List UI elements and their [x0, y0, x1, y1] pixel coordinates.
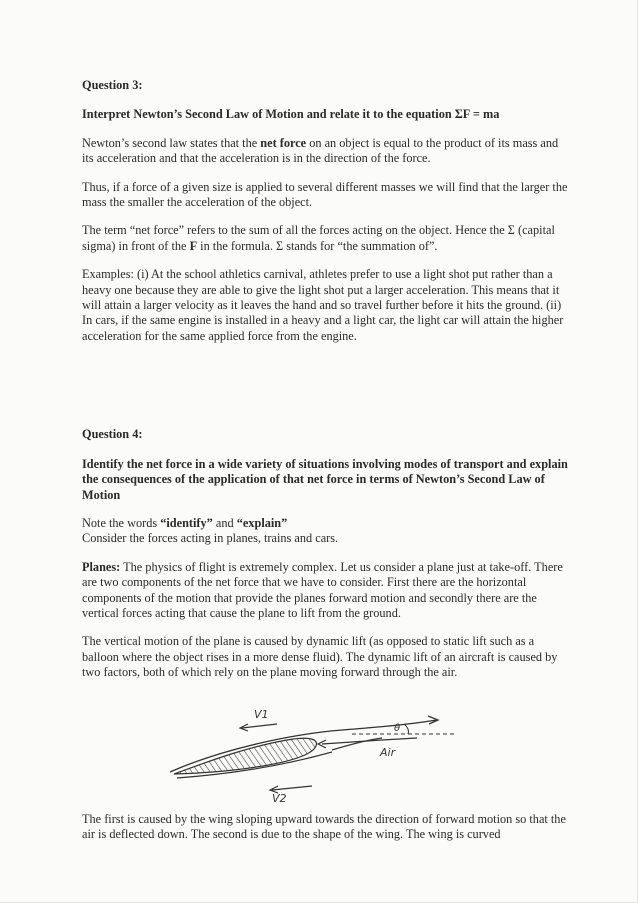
q3-p1-text: Newton’s second law states that the: [82, 135, 261, 150]
document-body: [82, 78, 570, 842]
q3-p3-text: The term “net force” refers to the sum of all the forces acting on the object. Hence the Σ (capital sigma) in front of the: [82, 223, 555, 253]
section-gap: [82, 357, 570, 427]
q4-note: [82, 516, 570, 547]
q3-paragraph-1: [82, 136, 570, 167]
q3-p3-bold: F: [189, 238, 198, 253]
q4-note-line-2: Consider the forces acting in planes, trains and cars.: [82, 531, 339, 546]
q3-p3-text-end: in the formula. Σ stands for “the summation of”.: [197, 238, 438, 253]
theta-label: θ: [394, 722, 401, 734]
question-3-heading: Interpret Newton’s Second Law of Motion and relate it to the equation ΣF = ma: [82, 107, 500, 122]
q4-planes-text: The physics of flight is extremely complex. Let us consider a plane just at take-off. There are two components of the net force that we have to consider. First there are the horizontal components of the motion that provide the planes forward motion and secondly there are the vertical forces acting that cause the plane to lift from the ground.: [82, 559, 563, 620]
q3-paragraph-4: Examples: (i) At the school athletics carnival, athletes prefer to use a light shot put rather than a heavy one because they are able to give the light shot put a larger acceleration. This means that it will attain a larger velocity as it leaves the hand and so travel further before it hits the ground. (ii) In cars, if the same engine is installed in a heavy and a light car, the light car will attain the higher acceleration for the same applied force from the engine.: [82, 267, 564, 343]
q4-vertical-paragraph: The vertical motion of the plane is caused by dynamic lift (as opposed to static lift such as a balloon where the object rises in a more dense fluid). The dynamic lift of an aircraft is caused by two factors, both of which rely on the plane moving forward through the air.: [82, 634, 558, 680]
wing-shape: [174, 738, 316, 774]
q3-p1-bold: net force: [260, 135, 307, 150]
q4-note-identify: “identify”: [160, 515, 213, 530]
air-arrow-line: [322, 738, 417, 744]
q4-planes-paragraph: [82, 560, 570, 622]
q3-paragraph-2: Thus, if a force of a given size is applied to several different masses we will find that the larger the mass the smaller the acceleration of the object.: [82, 179, 568, 210]
question-4-heading: Identify the net force in a wide variety of situations involving modes of transport and explain the consequences of the application of that net force in terms of Newton’s Second Law of Motion: [82, 456, 568, 502]
question-3-title: Question 3:: [82, 78, 143, 92]
q4-planes-label: Planes:: [82, 559, 121, 574]
question-4-title: Question 4:: [82, 427, 143, 442]
v1-label: V1: [254, 707, 269, 721]
q3-paragraph-3: [82, 223, 570, 254]
angle-arc: [404, 724, 409, 734]
q4-first-paragraph: The first is caused by the wing sloping upward towards the direction of forward motion so that the air is deflected down. The second is due to the shape of the wing. The wing is curved: [82, 811, 566, 841]
q3-p1-text-end: on an object is equal to the product of its mass and its acceleration and that the acceleration is in the direction of the force.: [82, 135, 559, 166]
wing-diagram-svg: [82, 694, 570, 804]
q4-note-and: and: [212, 515, 237, 530]
air-label: Air: [380, 745, 396, 759]
q4-note-explain: “explain”: [236, 515, 288, 530]
q4-note-text: Note the words: [82, 515, 161, 530]
v2-label: V2: [272, 791, 287, 804]
wing-airflow-diagram: [82, 694, 570, 804]
lower-airflow-line-2: [332, 738, 382, 750]
